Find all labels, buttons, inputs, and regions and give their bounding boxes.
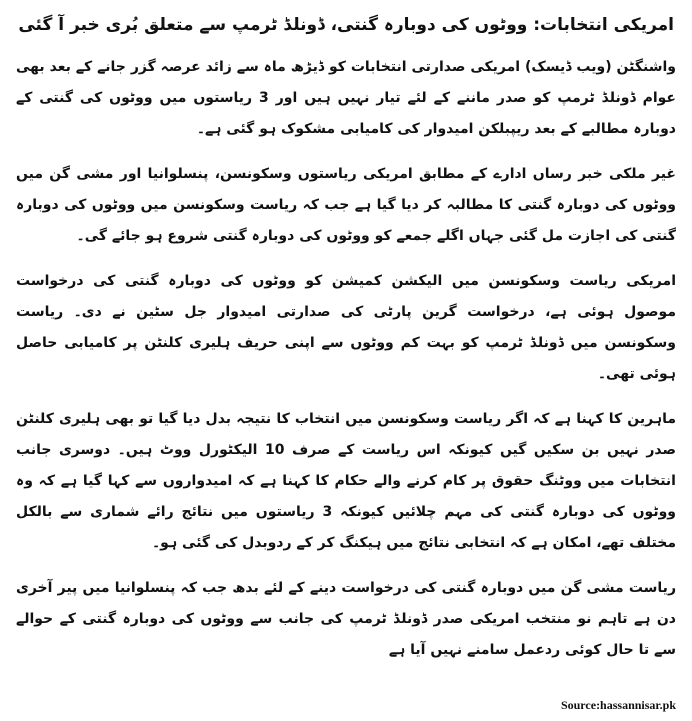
article-headline: امریکی انتخابات: ووٹوں کی دوبارہ گنتی، ڈونلڈ ٹرمپ سے متعلق بُری خبر آ گئی: [18, 15, 674, 35]
article-paragraph: ریاست مشی گن میں دوبارہ گنتی کی درخواست دینے کے لئے بدھ جب کہ پنسلوانیا میں پیر آخری دن ہے تاہم نو منتخب امریکی صدر ڈونلڈ ٹرمپ کی جانب سے ووٹوں کی دوبارہ گنتی کے حوالے سے تا حال کوئی ردعمل سامنے نہیں آیا ہے: [16, 580, 676, 658]
article-paragraph: واشنگٹن (ویب ڈیسک) امریکی صدارتی انتخابات کو ڈیڑھ ماہ سے زائد عرصہ گزر جانے کے بعد بھی عوام ڈونلڈ ٹرمپ کو صدر ماننے کے لئے تیار نہیں ہیں اور 3 ریاستوں میں ووٹوں کی گنتی کے دوبارہ مطالبے کے بعد ریپبلکن امیدوار کی کامیابی مشکوک ہو گئی ہے۔: [16, 59, 676, 137]
source-credit: Source:hassannisar.pk: [560, 698, 676, 712]
article-paragraph: ماہرین کا کہنا ہے کہ اگر ریاست وسکونسن میں انتخاب کا نتیجہ بدل دیا گیا تو بھی ہلیری کلنٹن صدر نہیں بن سکیں گیں کیونکہ اس ریاست کے صرف 10 الیکٹورل ووٹ ہیں۔ دوسری جانب انتخابات میں ووٹنگ حقوق پر کام کرنے والے حکام کا کہنا ہے کہ امیدواروں سے کہا گیا ہے کہ وہ ووٹوں کی دوبارہ گنتی کی مہم چلائیں کیونکہ 3 ریاستوں میں نتائج رائے شماری سے بالکل مختلف تھے، امکان ہے کہ انتخابی نتائج میں ہیکنگ کر کے ردوبدل کی گئی ہو۔: [16, 411, 676, 551]
article-paragraph: غیر ملکی خبر رساں ادارے کے مطابق امریکی ریاستوں وسکونسن، پنسلوانیا اور مشی گن میں ووٹوں کی دوبارہ گنتی کا مطالبہ کر دیا گیا ہے جب کہ ریاست وسکونسن میں ووٹوں کی دوبارہ گنتی کی اجازت مل گئی جہاں اگلے جمعے کو ووٹوں کی دوبارہ گنتی شروع ہو جائے گی۔: [16, 166, 676, 244]
article-paragraph: امریکی ریاست وسکونسن میں الیکشن کمیشن کو ووٹوں کی دوبارہ گنتی کی درخواست موصول ہوئی ہے، درخواست گرین پارٹی کی صدارتی امیدوار جل سٹین نے دی۔ ریاست وسکونسن میں ڈونلڈ ٹرمپ کو بہت کم ووٹوں سے اپنی حریف ہلیری کلنٹن پر کامیابی حاصل ہوئی تھی۔: [16, 273, 676, 382]
